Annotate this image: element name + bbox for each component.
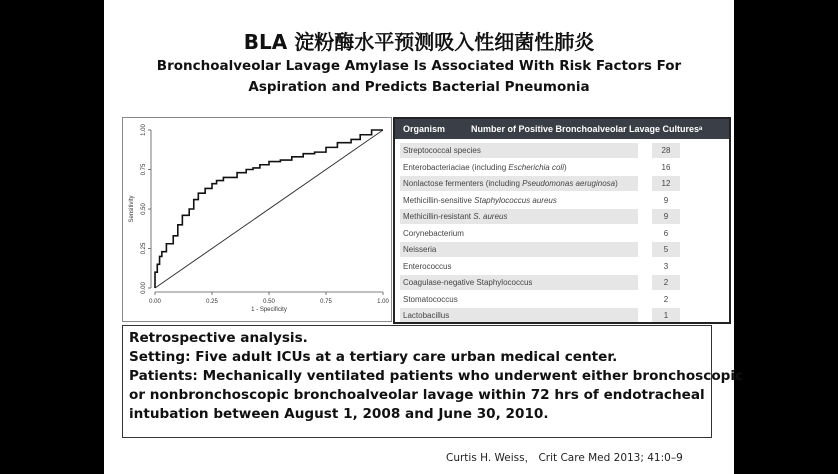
culture-count: 6	[663, 228, 669, 238]
roc-chart	[122, 117, 392, 322]
organism-name: Enterococcus	[403, 261, 452, 271]
culture-count: 12	[661, 179, 671, 188]
x-tick-label: 0.50	[263, 299, 275, 305]
summary-line: or nonbronchoscopic bronchoalveolar lavage within 72 hrs of endotracheal	[129, 387, 705, 403]
slide-subtitle-line1: Bronchoalveolar Lavage Amylase Is Associated With Risk Factors For	[156, 58, 682, 74]
table-row	[400, 160, 671, 175]
y-tick-label: 0.25	[141, 242, 147, 255]
table-row	[400, 308, 669, 323]
table-row	[400, 275, 669, 290]
x-tick-label: 1.00	[377, 299, 389, 305]
organism-name: Methicillin-sensitive Staphylococcus aureus	[403, 195, 557, 205]
organism-name: Corynebacterium	[403, 228, 464, 238]
organism-name: Coagulase-negative Staphylococcus	[403, 278, 533, 287]
y-tick-label: 0.50	[141, 203, 147, 215]
summary-line: Patients: Mechanically ventilated patients who underwent either bronchoscopic	[129, 368, 744, 384]
header-organism: Organism	[403, 124, 446, 134]
culture-count: 9	[663, 212, 669, 221]
culture-count: 5	[663, 245, 669, 254]
table-row	[400, 292, 669, 307]
x-tick-label: 0.25	[206, 299, 218, 305]
citation: Curtis H. Weiss， Crit Care Med 2013; 41:0–9	[446, 452, 683, 464]
organism-table	[393, 117, 731, 324]
y-tick-label: 1.00	[141, 124, 147, 136]
organism-name: Enterobacteriaciae (including Escherichia coli)	[403, 162, 567, 172]
roc-chart-svg	[123, 118, 391, 321]
y-tick-label: 0.00	[141, 282, 147, 294]
table-row	[400, 259, 669, 274]
culture-count: 1	[663, 311, 669, 320]
study-summary	[122, 325, 744, 438]
culture-count: 28	[661, 146, 671, 155]
x-axis-label: 1 - Specificity	[251, 307, 287, 313]
organism-name: Lactobacillus	[403, 311, 450, 320]
culture-count: 3	[663, 261, 669, 271]
culture-count: 2	[663, 294, 669, 304]
slide	[104, 0, 744, 474]
summary-line: Setting: Five adult ICUs at a tertiary care urban medical center.	[129, 349, 618, 365]
table-row	[400, 193, 669, 208]
x-tick-label: 0.00	[149, 299, 161, 305]
y-axis-label: Sensitivity	[129, 195, 135, 223]
header-count: Number of Positive Bronchoalveolar Lavage Culturesᵃ	[471, 124, 703, 134]
x-tick-label: 0.75	[320, 299, 332, 305]
table-header	[395, 119, 729, 139]
slide-subtitle-line2: Aspiration and Predicts Bacterial Pneumonia	[248, 79, 590, 95]
culture-count: 2	[663, 278, 669, 287]
table-row	[400, 209, 669, 224]
table-row	[400, 242, 669, 257]
organism-name: Streptococcal species	[403, 146, 481, 155]
organism-name: Stomatococcus	[403, 294, 458, 304]
organism-name: Nonlactose fermenters (including Pseudomonas aeruginosa)	[403, 179, 618, 188]
organism-name: Methicillin-resistant S. aureus	[403, 212, 508, 221]
culture-count: 9	[663, 195, 669, 205]
table-row	[400, 226, 669, 241]
slide-title: BLA 淀粉酶水平预测吸入性细菌性肺炎	[243, 30, 595, 54]
table-row	[400, 143, 671, 158]
organism-name: Neisseria	[403, 245, 437, 254]
table-row	[400, 176, 671, 191]
summary-line: Retrospective analysis.	[129, 330, 308, 346]
y-tick-label: 0.75	[141, 163, 147, 176]
culture-count: 16	[661, 162, 671, 172]
summary-line: intubation between August 1, 2008 and June 30, 2010.	[129, 406, 549, 422]
